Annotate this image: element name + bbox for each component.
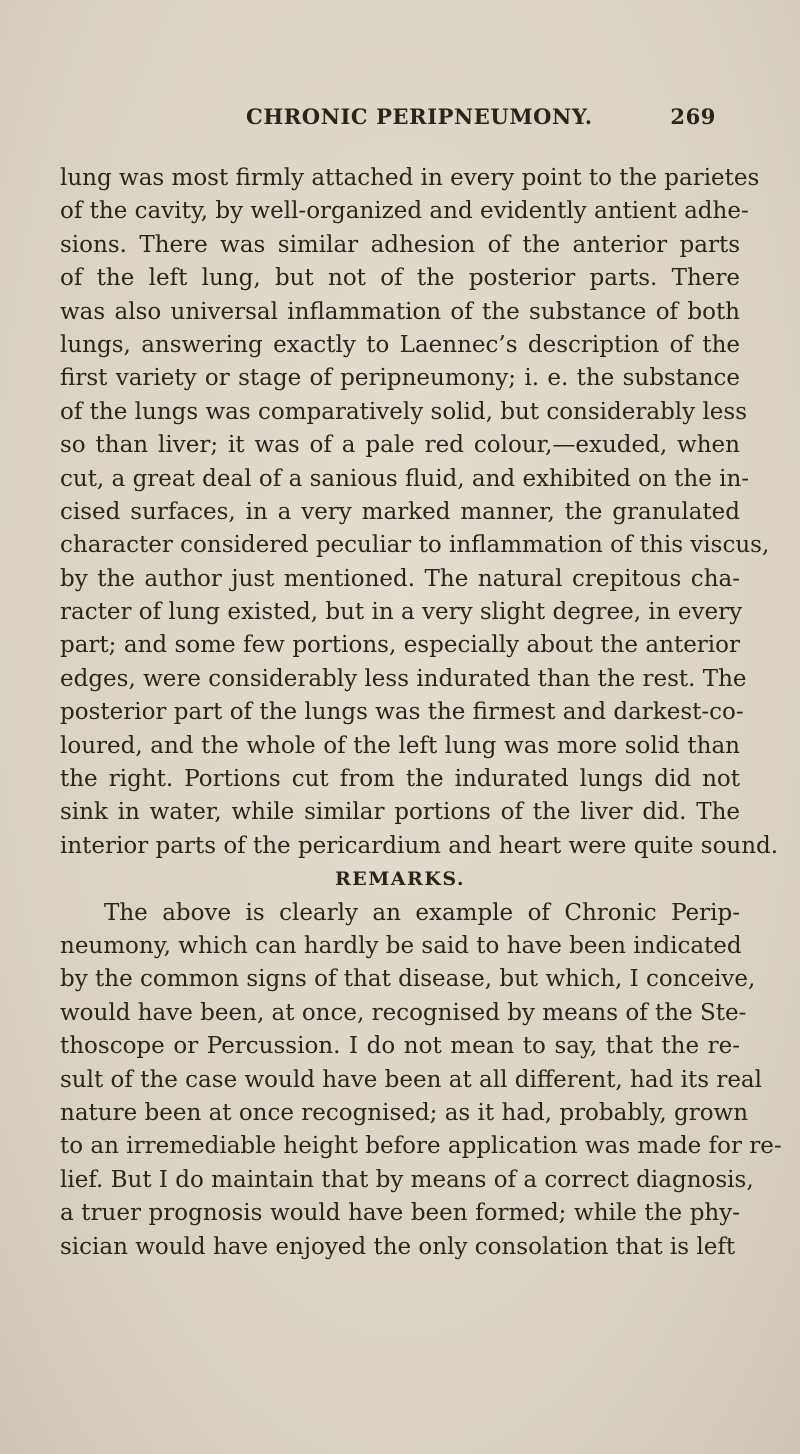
page-number: 269 (670, 104, 716, 129)
text-line: so than liver; it was of a pale red colour,—exuded, when (60, 432, 740, 459)
text-line: sions. There was similar adhesion of the anterior parts (60, 231, 740, 258)
remarks-line: a truer prognosis would have been formed; while the phy- (60, 1200, 740, 1227)
text-line: racter of lung existed, but in a very slight degree, in every (60, 599, 743, 626)
text-line: character considered peculiar to inflammation of this viscus, (60, 532, 770, 559)
remarks-line: by the common signs of that disease, but which, I conceive, (60, 966, 756, 993)
remarks-line: thoscope or Percussion. I do not mean to say, that the re- (60, 1033, 740, 1060)
text-line: of the cavity, by well-organized and evidently antient adhe- (60, 198, 749, 225)
text-line: of the lungs was comparatively solid, but considerably less (60, 398, 748, 425)
text-line: the right. Portions cut from the indurated lungs did not (60, 766, 740, 793)
remarks-line: sult of the case would have been at all different, had its real (60, 1066, 763, 1093)
remarks-line: neumony, which can hardly be said to have been indicated (60, 932, 742, 959)
remarks-line: to an irremediable height before application was made for re- (60, 1133, 782, 1160)
remarks-line: nature been at once recognised; as it had, probably, grown (60, 1099, 749, 1126)
text-line: cised surfaces, in a very marked manner, the granulated (60, 498, 740, 525)
text-line: by the author just mentioned. The natural crepitous cha- (60, 565, 740, 592)
text-line: lung was most firmly attached in every point to the parietes (60, 165, 760, 191)
remarks-line: The above is clearly an example of Chronic Perip- (104, 899, 740, 926)
text-line: first variety or stage of peripneumony; i. e. the substance (60, 365, 740, 392)
text-line: cut, a great deal of a sanious fluid, and exhibited on the in- (60, 465, 750, 492)
text-line: part; and some few portions, especially about the anterior (60, 632, 740, 659)
text-line: posterior part of the lungs was the firmest and darkest-co- (60, 699, 744, 726)
body-text (60, 162, 782, 1264)
text-line: interior parts of the pericardium and heart were quite sound. (60, 832, 779, 859)
remarks-line: sician would have enjoyed the only consolation that is left (60, 1233, 736, 1260)
text-line: was also universal inflammation of the substance of both (60, 298, 740, 325)
remarks-line: lief. But I do maintain that by means of a correct diagnosis, (60, 1166, 754, 1193)
text-line: lungs, answering exactly to Laennec’s description of the (60, 331, 740, 358)
text-line: loured, and the whole of the left lung was more solid than (60, 732, 740, 759)
text-line: sink in water, while similar portions of the liver did. The (60, 799, 740, 826)
remarks-line: would have been, at once, recognised by means of the Ste- (60, 999, 747, 1026)
text-line: edges, were considerably less indurated than the rest. The (60, 665, 747, 692)
running-title: CHRONIC PERIPNEUMONY. (246, 104, 593, 129)
running-header (246, 104, 726, 138)
remarks-heading: REMARKS. (334, 868, 465, 891)
text-line: of the left lung, but not of the posterior parts. There (60, 265, 740, 292)
